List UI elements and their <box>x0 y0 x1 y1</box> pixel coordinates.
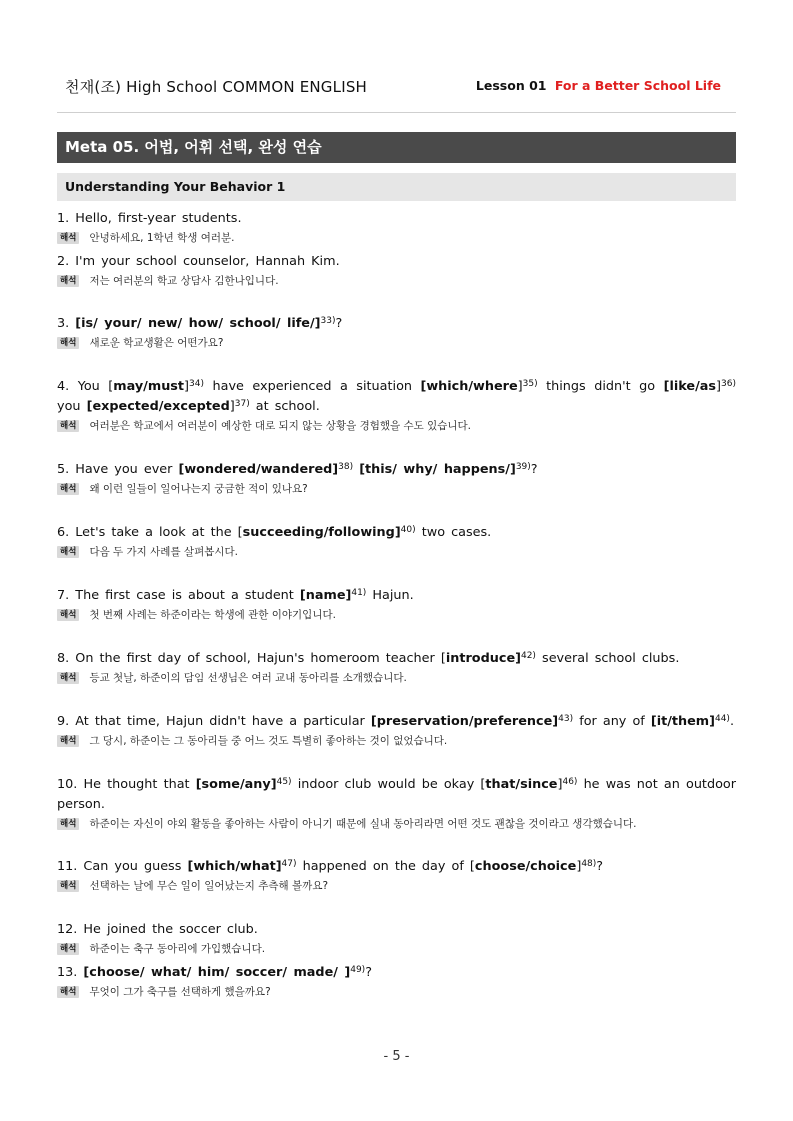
sentence-text: ] <box>229 399 235 414</box>
question-number: 44) <box>714 714 730 724</box>
question-number: 42) <box>520 651 536 661</box>
page-header <box>57 74 736 98</box>
answer-choice: [like/as <box>663 379 717 394</box>
english-sentence <box>57 649 736 669</box>
english-sentence <box>57 460 736 480</box>
translation-badge: 해석 <box>57 672 79 684</box>
english-sentence <box>57 209 736 229</box>
sentence-text: happened on the day of [ <box>296 859 475 874</box>
translation-badge: 해석 <box>57 986 79 998</box>
sentence-text: 12. He joined the soccer club. <box>57 922 258 937</box>
question-number: 34) <box>189 379 205 389</box>
exercise-item <box>57 252 736 289</box>
translation-badge: 해석 <box>57 943 79 955</box>
sentence-text: things didn't go <box>537 379 664 394</box>
sentence-text: 2. I'm your school counselor, Hannah Kim. <box>57 254 340 269</box>
answer-choice: [wondered/wandered] <box>178 462 339 477</box>
exercise-item <box>57 920 736 957</box>
lesson-info <box>476 78 721 93</box>
translation-text: 그 당시, 하준이는 그 동아리들 중 어느 것도 특별히 좋아하는 것이 없었습니다. <box>89 735 448 747</box>
english-sentence <box>57 920 736 940</box>
english-sentence <box>57 963 736 983</box>
sentence-text: 5. Have you ever <box>57 462 179 477</box>
english-sentence <box>57 523 736 543</box>
answer-choice: [name] <box>299 588 352 603</box>
sentence-text: . <box>729 714 735 729</box>
translation-badge: 해석 <box>57 483 79 495</box>
sentence-text: 7. The first case is about a student <box>57 588 300 603</box>
exercise-item <box>57 963 736 1000</box>
sentence-text: have experienced a situation <box>204 379 421 394</box>
korean-translation <box>57 273 736 289</box>
answer-choice: that/since <box>485 777 558 792</box>
exercise-item <box>57 586 736 623</box>
translation-badge: 해석 <box>57 880 79 892</box>
translation-text: 저는 여러분의 학교 상담사 김한나입니다. <box>89 275 279 287</box>
question-number: 43) <box>558 714 574 724</box>
korean-translation <box>57 670 736 686</box>
translation-text: 선택하는 날에 무슨 일이 일어났는지 추측해 볼까요? <box>89 880 329 892</box>
answer-choice: may/must <box>113 379 185 394</box>
translation-text: 여러분은 학교에서 여러분이 예상한 대로 되지 않는 상황을 경험했을 수도 있습니다. <box>89 420 472 432</box>
textbook-title: 천재(조) High School COMMON ENGLISH <box>65 78 368 96</box>
question-number: 33) <box>320 316 336 326</box>
sentence-text: ] <box>517 379 523 394</box>
answer-choice: [which/what] <box>187 859 282 874</box>
exercise-item <box>57 377 736 434</box>
exercise-item <box>57 209 736 246</box>
sentence-text: ] <box>716 379 722 394</box>
question-number: 35) <box>522 379 538 389</box>
sentence-text: ? <box>365 965 372 980</box>
sentence-text: several school clubs. <box>535 651 680 666</box>
korean-translation <box>57 418 736 434</box>
english-sentence <box>57 712 736 732</box>
question-number: 45) <box>276 777 292 787</box>
translation-text: 왜 이런 일들이 일어나는지 궁금한 적이 있나요? <box>89 483 308 495</box>
translation-text: 등교 첫날, 하준이의 담임 선생님은 여러 교내 동아리를 소개했습니다. <box>89 672 407 684</box>
meta-title-bar: Meta 05. 어법, 어휘 선택, 완성 연습 <box>57 132 736 163</box>
question-number: 38) <box>338 462 354 472</box>
translation-text: 다음 두 가지 사례를 살펴봅시다. <box>89 546 238 558</box>
exercise-item <box>57 712 736 749</box>
exercise-item <box>57 857 736 894</box>
translation-badge: 해석 <box>57 609 79 621</box>
sentence-text: 10. He thought that <box>57 777 196 792</box>
korean-translation <box>57 607 736 623</box>
answer-choice: [is/ your/ new/ how/ school/ life/] <box>75 316 321 331</box>
translation-badge: 해석 <box>57 232 79 244</box>
english-sentence <box>57 586 736 606</box>
exercise-item <box>57 460 736 497</box>
answer-choice: [this/ why/ happens/] <box>359 462 516 477</box>
header-divider <box>57 112 736 113</box>
sentence-text: for any of <box>573 714 651 729</box>
answer-choice: choose/choice <box>474 859 577 874</box>
question-number: 46) <box>562 777 578 787</box>
translation-badge: 해석 <box>57 420 79 432</box>
english-sentence <box>57 252 736 272</box>
lesson-number: Lesson 01 <box>475 78 547 93</box>
question-number: 39) <box>515 462 531 472</box>
sentence-text: 1. Hello, first-year students. <box>57 211 242 226</box>
english-sentence <box>57 377 736 417</box>
sentence-text: two cases. <box>415 525 492 540</box>
question-number: 48) <box>581 859 597 869</box>
english-sentence <box>57 775 736 815</box>
section-title-bar: Understanding Your Behavior 1 <box>57 173 736 201</box>
korean-translation <box>57 816 736 832</box>
translation-badge: 해석 <box>57 735 79 747</box>
exercise-item <box>57 649 736 686</box>
answer-choice: introduce] <box>445 651 521 666</box>
korean-translation <box>57 230 736 246</box>
sentence-text: indoor club would be okay [ <box>291 777 486 792</box>
exercise-item <box>57 314 736 351</box>
question-number: 40) <box>400 525 416 535</box>
answer-choice: succeeding/following] <box>242 525 401 540</box>
translation-badge: 해석 <box>57 275 79 287</box>
question-number: 47) <box>281 859 297 869</box>
sentence-text: you <box>57 399 87 414</box>
answer-choice: [it/them] <box>650 714 715 729</box>
sentence-text: ] <box>576 859 582 874</box>
question-number: 37) <box>234 399 250 409</box>
page-number: - 5 - <box>383 1049 410 1064</box>
answer-choice: [some/any] <box>195 777 277 792</box>
korean-translation <box>57 878 736 894</box>
english-sentence <box>57 314 736 334</box>
answer-choice: [expected/excepted <box>86 399 230 414</box>
korean-translation <box>57 733 736 749</box>
sentence-text: he was not an outdoor person. <box>57 777 736 812</box>
translation-text: 하준이는 축구 동아리에 가입했습니다. <box>89 943 266 955</box>
question-number: 41) <box>351 588 367 598</box>
exercise-item <box>57 523 736 560</box>
korean-translation <box>57 984 736 1000</box>
sentence-text: 13. <box>57 965 84 980</box>
sentence-text: Hajun. <box>366 588 414 603</box>
translation-text: 하준이는 자신이 야외 활동을 좋아하는 사람이 아니기 때문에 실내 동아리라면 어떤 것도 괜찮을 것이라고 생각했습니다. <box>89 818 637 830</box>
sentence-text: ] <box>184 379 190 394</box>
sentence-text: ? <box>335 316 343 331</box>
lesson-title: For a Better School Life <box>554 78 721 93</box>
answer-choice: [which/where <box>420 379 518 394</box>
sentence-text: ? <box>596 859 604 874</box>
sentence-text: 9. At that time, Hajun didn't have a particular <box>57 714 371 729</box>
sentence-text: 4. You [ <box>57 379 114 394</box>
translation-text: 안녕하세요, 1학년 학생 여러분. <box>89 232 235 244</box>
answer-choice: [choose/ what/ him/ soccer/ made/ ] <box>83 965 351 980</box>
sentence-text: 3. <box>57 316 76 331</box>
sentence-text: ? <box>530 462 538 477</box>
korean-translation <box>57 335 736 351</box>
korean-translation <box>57 481 736 497</box>
sentence-text: 11. Can you guess <box>57 859 188 874</box>
sentence-text: ] <box>557 777 563 792</box>
question-number: 49) <box>350 965 366 975</box>
korean-translation <box>57 544 736 560</box>
sentence-text: 8. On the first day of school, Hajun's homeroom teacher [ <box>57 651 446 666</box>
korean-translation <box>57 941 736 957</box>
translation-text: 무엇이 그가 축구를 선택하게 했을까요? <box>89 986 271 998</box>
english-sentence <box>57 857 736 877</box>
translation-text: 첫 번째 사례는 하준이라는 학생에 관한 이야기입니다. <box>89 609 336 621</box>
answer-choice: [preservation/preference] <box>370 714 559 729</box>
translation-text: 새로운 학교생활은 어떤가요? <box>89 337 224 349</box>
translation-badge: 해석 <box>57 546 79 558</box>
question-number: 36) <box>721 379 736 389</box>
sentence-text: at school. <box>249 399 320 414</box>
exercise-item <box>57 775 736 832</box>
translation-badge: 해석 <box>57 818 79 830</box>
translation-badge: 해석 <box>57 337 79 349</box>
sentence-text: 6. Let's take a look at the [ <box>57 525 243 540</box>
